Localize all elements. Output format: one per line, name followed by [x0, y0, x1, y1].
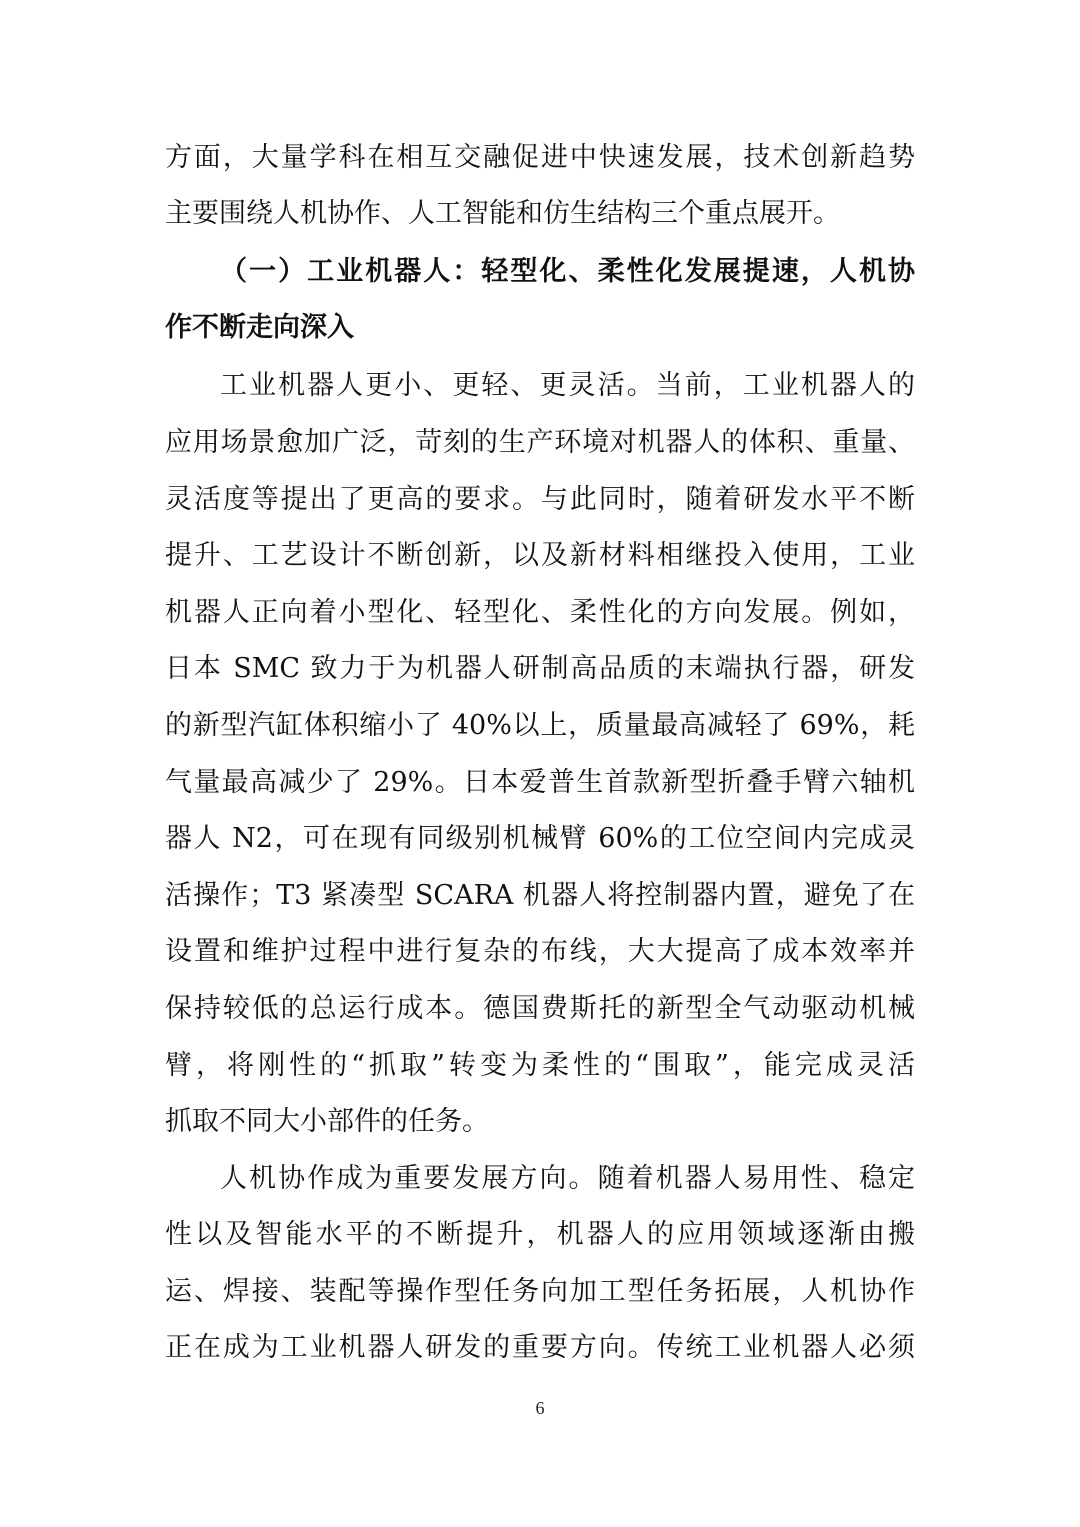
text-line: 正在成为工业机器人研发的重要方向。传统工业机器人必须	[165, 1332, 915, 1363]
page-number: 6	[535, 1398, 545, 1418]
text-line: 臂，将刚性的“抓取”转变为柔性的“围取”，能完成灵活	[165, 1050, 915, 1081]
text-line: 抓取不同大小部件的任务。	[165, 1106, 489, 1137]
text-line: 灵活度等提出了更高的要求。与此同时，随着研发水平不断	[165, 484, 915, 515]
section-heading: 作不断走向深入	[165, 312, 354, 343]
text-line: 方面，大量学科在相互交融促进中快速发展，技术创新趋势	[165, 142, 915, 173]
text-line: 器人 N2，可在现有同级别机械臂 60%的工位空间内完成灵	[165, 823, 915, 854]
text-line: 性以及智能水平的不断提升，机器人的应用领域逐渐由搬	[165, 1219, 915, 1250]
text-line: 气量最高减少了 29%。日本爱普生首款新型折叠手臂六轴机	[165, 767, 915, 798]
text-line: 设置和维护过程中进行复杂的布线，大大提高了成本效率并	[165, 936, 915, 967]
text-line: 人机协作成为重要发展方向。随着机器人易用性、稳定	[220, 1163, 915, 1194]
text-line: 应用场景愈加广泛，苛刻的生产环境对机器人的体积、重量、	[165, 427, 915, 458]
text-line: 工业机器人更小、更轻、更灵活。当前，工业机器人的	[220, 370, 915, 401]
text-line: 活操作；T3 紧凑型 SCARA 机器人将控制器内置，避免了在	[165, 880, 915, 911]
section-heading: （一）工业机器人：轻型化、柔性化发展提速，人机协	[220, 256, 915, 287]
text-line: 保持较低的总运行成本。德国费斯托的新型全气动驱动机械	[165, 993, 915, 1024]
text-line: 的新型汽缸体积缩小了 40%以上，质量最高减轻了 69%，耗	[165, 710, 915, 741]
text-line: 机器人正向着小型化、轻型化、柔性化的方向发展。例如，	[165, 597, 915, 628]
text-line: 主要围绕人机协作、人工智能和仿生结构三个重点展开。	[165, 198, 840, 229]
text-line: 日本 SMC 致力于为机器人研制高品质的末端执行器，研发	[165, 653, 915, 684]
text-line: 提升、工艺设计不断创新，以及新材料相继投入使用，工业	[165, 540, 915, 571]
text-line: 运、焊接、装配等操作型任务向加工型任务拓展，人机协作	[165, 1276, 915, 1307]
